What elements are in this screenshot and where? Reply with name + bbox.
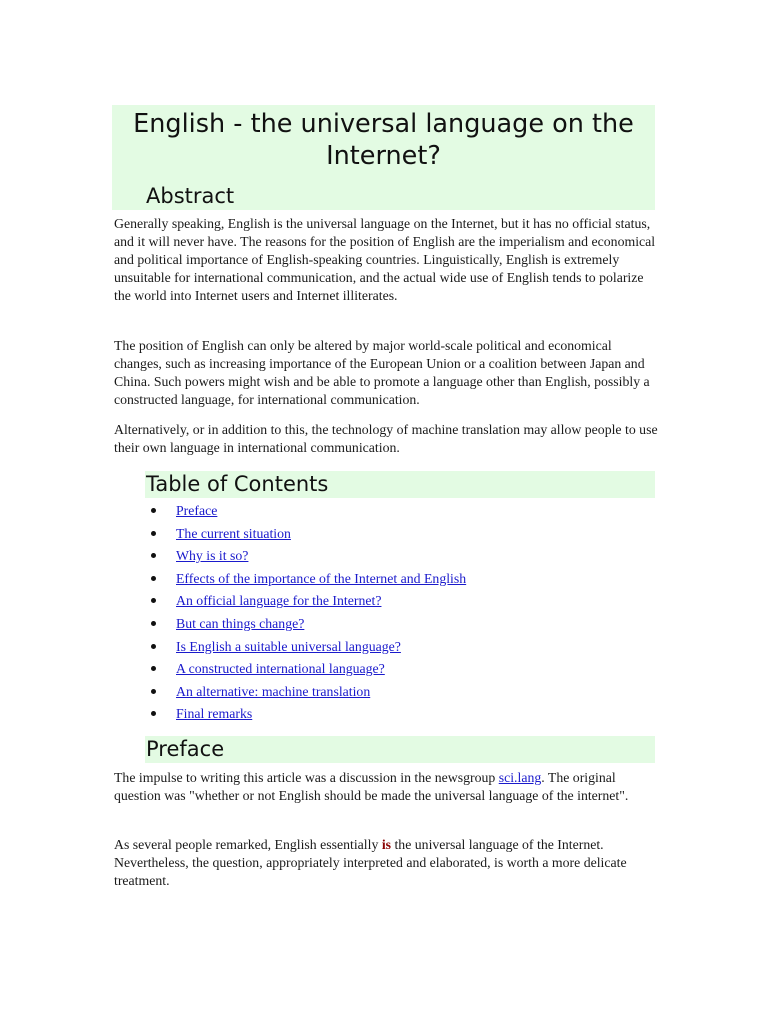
- bullet-icon: [151, 644, 156, 649]
- toc-link-why-is-it-so[interactable]: Why is it so?: [176, 548, 249, 564]
- toc-link-constructed-language[interactable]: A constructed international language?: [176, 661, 385, 677]
- toc-link-suitable-language[interactable]: Is English a suitable universal language?: [176, 638, 401, 654]
- toc-link-machine-translation[interactable]: An alternative: machine translation: [176, 683, 371, 699]
- preface-p1-text-before: The impulse to writing this article was a discussion in the newsgroup: [114, 770, 499, 785]
- toc-link-preface[interactable]: Preface: [176, 503, 218, 518]
- bullet-icon: [151, 689, 156, 694]
- toc-link-official-language[interactable]: An official language for the Internet?: [176, 593, 382, 609]
- abstract-heading: Abstract: [146, 184, 235, 208]
- bullet-icon: [151, 621, 156, 626]
- emphasis-is: is: [381, 837, 392, 852]
- bullet-icon: [151, 598, 156, 603]
- toc-link-final-remarks[interactable]: Final remarks: [176, 706, 253, 722]
- bullet-icon: [151, 553, 156, 558]
- toc-item-official-language: [0, 590, 600, 612]
- toc-item-constructed-language: [0, 658, 600, 680]
- abstract-paragraph-3: Alternatively, or in addition to this, the technology of machine translation may allow people to use their own language in international communication.: [114, 422, 658, 455]
- sci-lang-link[interactable]: sci.lang: [498, 770, 542, 785]
- preface-p2-text-before: As several people remarked, English essentially: [114, 837, 382, 852]
- toc-item-things-change: [0, 613, 600, 635]
- bullet-icon: [151, 508, 156, 513]
- page-title: English - the universal language on the Internet?: [133, 109, 634, 171]
- preface-p1-text-after: . The original question was "whether or not English should be made the universal language of the internet".: [114, 770, 629, 803]
- abstract-paragraph-2: The position of English can only be altered by major world-scale political and economical changes, such as increasing importance of the European Union or a coalition between Japan and China. Such powers might wish and be able to promote a language other than English, possibly a constructed language, for international communication.: [114, 338, 650, 407]
- toc-item-why-is-it-so: [0, 545, 600, 567]
- toc-item-suitable-language: [0, 636, 600, 658]
- toc-item-current-situation: [0, 523, 600, 545]
- preface-paragraph-1: [114, 769, 659, 805]
- toc-heading: Table of Contents: [146, 472, 329, 496]
- preface-heading: Preface: [146, 737, 225, 761]
- toc-item-final-remarks: [0, 703, 600, 725]
- bullet-icon: [151, 711, 156, 716]
- toc-item-effects: [0, 568, 600, 590]
- preface-paragraph-2: [114, 836, 659, 890]
- bullet-icon: [151, 666, 156, 671]
- preface-p2-text-after: the universal language of the Internet. Nevertheless, the question, appropriately interpreted and elaborated, is worth a more delicate treatment.: [114, 837, 627, 888]
- bullet-icon: [151, 576, 156, 581]
- bullet-icon: [151, 531, 156, 536]
- abstract-paragraph-1: Generally speaking, English is the universal language on the Internet, but it has no official status, and it will never have. The reasons for the position of English are the imperialism and economical and political importance of English-speaking countries. Linguistically, English is extremely unsuitable for international communication, and the actual wide use of English tends to polarize the world into Internet users and Internet illiterates.: [114, 216, 656, 303]
- toc-link-things-change[interactable]: But can things change?: [176, 616, 305, 631]
- toc-link-current-situation[interactable]: The current situation: [176, 525, 291, 541]
- toc-item-machine-translation: [0, 681, 600, 703]
- toc-item-preface: [0, 500, 600, 522]
- toc-link-effects[interactable]: Effects of the importance of the Internet and English: [176, 570, 467, 586]
